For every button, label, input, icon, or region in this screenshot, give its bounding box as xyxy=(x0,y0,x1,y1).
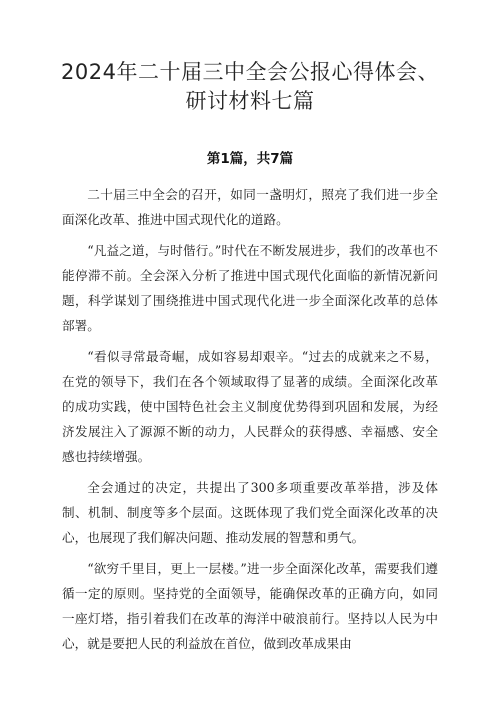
paragraph: 全会通过的决定，共提出了300多项重要改革举措，涉及体制、机制、制度等多个层面。这既体现了我们党全面深化改革的决心，也展现了我们解决问题、推动发展的智慧和勇气。 xyxy=(62,480,438,545)
document-title: 2024年二十届三中全会公报心得体会、研讨材料七篇 xyxy=(61,60,439,113)
paragraph: “看似寻常最奇崛，成如容易却艰辛。“过去的成就来之不易，在党的领导下，我们在各个领域取得了显著的成绩。全面深化改革的成功实践，使中国特色社会主义制度优势得到巩固和发展，为经济发展注入了源源不断的动力，人民群众的获得感、幸福感、安全感也持续增强。 xyxy=(62,349,438,464)
document-body xyxy=(62,182,438,662)
document-subtitle: 第1篇，共7篇 xyxy=(206,151,294,167)
paragraph: “欲穷千里目，更上一层楼。”进一步全面深化改革，需要我们遵循一定的原则。坚持党的全面领导，能确保改革的正确方向，如同一座灯塔，指引着我们在改革的海洋中破浪前行。坚持以人民为中心，就是要把人民的利益放在首位，做到改革成果由 xyxy=(62,561,438,651)
paragraph: “凡益之道，与时偕行。”时代在不断发展进步，我们的改革也不能停滞不前。全会深入分析了推进中国式现代化面临的新情况新问题，科学谋划了围绕推进中国式现代化进一步全面深化改革的总体部署。 xyxy=(62,243,438,333)
paragraph: 二十届三中全会的召开，如同一盏明灯，照亮了我们进一步全面深化改革、推进中国式现代化的道路。 xyxy=(62,187,438,227)
